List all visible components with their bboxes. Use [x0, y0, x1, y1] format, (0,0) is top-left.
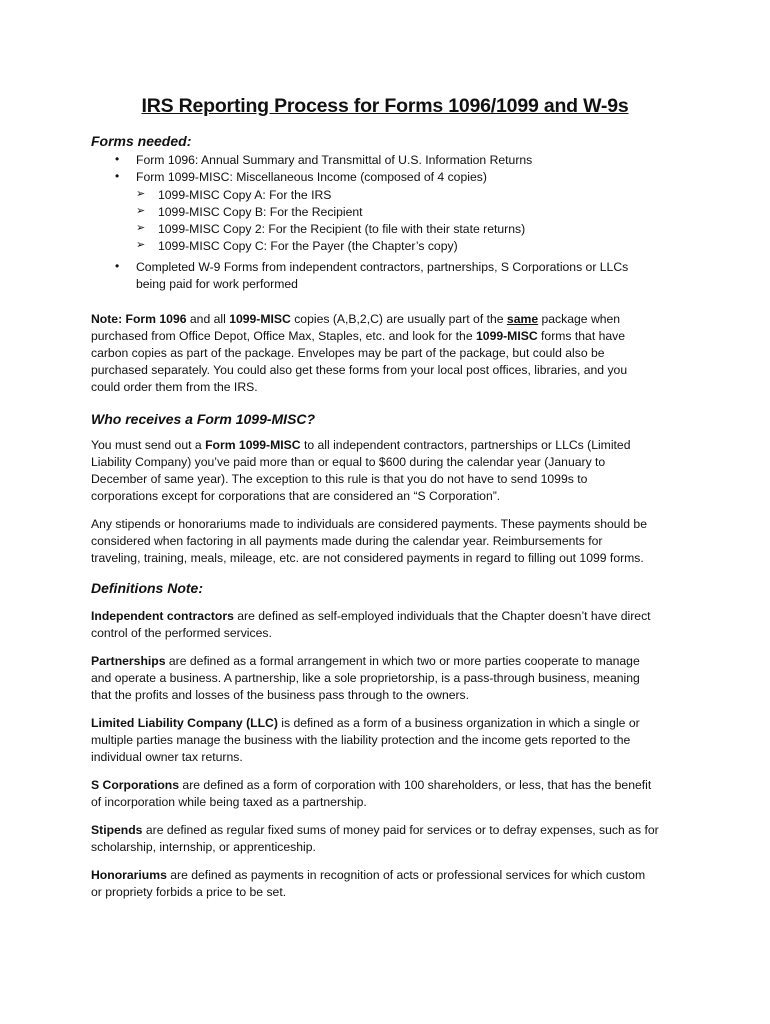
paragraph-line: Any stipends or honorariums made to individuals are considered payments. These payments should be — [91, 517, 647, 531]
note-paragraph-line: Note: Form 1096 and all 1099-MISC copies (A,B,2,C) are usually part of the same package when — [91, 312, 621, 326]
arrow-bullet-icon: ➢ — [136, 222, 146, 234]
definition-line: individual owner tax returns. — [91, 750, 243, 764]
definition-line: that the profits and losses of the business pass through to the owners. — [91, 688, 470, 702]
note-paragraph-line: purchased from Office Depot, Office Max, Staples, etc. and look for the 1099-MISC forms that have — [91, 329, 626, 343]
definition-line: Partnerships are defined as a formal arrangement in which two or more parties cooperate to manage — [91, 654, 640, 668]
note-paragraph-line: could order them from the IRS. — [91, 380, 258, 394]
definition-line: multiple parties manage the business with the liability protection and the income gets reported to the — [91, 733, 631, 747]
definition-line: Independent contractors are defined as self-employed individuals that the Chapter doesn’t have direct — [91, 609, 651, 623]
who-receives-heading: Who receives a Form 1099-MISC? — [91, 411, 316, 427]
list-item: Completed W-9 Forms from independent contractors, partnerships, S Corporations or LLCs — [136, 260, 629, 274]
arrow-bullet-icon: ➢ — [136, 205, 146, 217]
list-item: 1099-MISC Copy B: For the Recipient — [158, 205, 363, 219]
list-item: 1099-MISC Copy 2: For the Recipient (to file with their state returns) — [158, 222, 526, 236]
definition-line: scholarship, internship, or apprenticeship. — [91, 840, 316, 854]
paragraph-line: December of same year). The exception to this rule is that you do not have to send 1099s to — [91, 472, 588, 486]
list-item-continuation: being paid for work performed — [136, 277, 298, 291]
definition-line: Honorariums are defined as payments in recognition of acts or professional services for which custom — [91, 868, 646, 882]
definition-line: control of the performed services. — [91, 626, 272, 640]
bullet-icon: • — [115, 152, 120, 166]
arrow-bullet-icon: ➢ — [136, 188, 146, 200]
arrow-bullet-icon: ➢ — [136, 239, 146, 251]
definition-line: or propriety forbids a price to be set. — [91, 885, 287, 899]
paragraph-line: Liability Company) you’ve paid more than or equal to $600 during the calendar year (January to — [91, 455, 606, 469]
definition-line: Stipends are defined as regular fixed sums of money paid for services or to defray expenses, such as for — [91, 823, 659, 837]
paragraph-line: You must send out a Form 1099-MISC to all independent contractors, partnerships or LLCs (Limited — [91, 438, 631, 452]
paragraph-line: traveling, training, meals, mileage, etc. are not considered payments in regard to filling out 1099 forms. — [91, 551, 644, 565]
definition-line: S Corporations are defined as a form of corporation with 100 shareholders, or less, that has the benefit — [91, 778, 652, 792]
forms-needed-heading: Forms needed: — [91, 133, 192, 149]
definition-line: of incorporation while being taxed as a partnership. — [91, 795, 367, 809]
definition-line: Limited Liability Company (LLC) is defined as a form of a business organization in which a single or — [91, 716, 640, 730]
definitions-heading: Definitions Note: — [91, 580, 203, 596]
bullet-icon: • — [115, 259, 120, 273]
list-item: Form 1099-MISC: Miscellaneous Income (composed of 4 copies) — [136, 170, 487, 184]
bullet-icon: • — [115, 169, 120, 183]
note-paragraph-line: purchased separately. You could also get these forms from your local post offices, libraries, and you — [91, 363, 628, 377]
paragraph-line: corporations except for corporations that are considered an “S Corporation”. — [91, 489, 501, 503]
list-item: 1099-MISC Copy C: For the Payer (the Chapter’s copy) — [158, 239, 458, 253]
definition-line: and operate a business. A partnership, like a sole proprietorship, is a pass-through business, meaning — [91, 671, 640, 685]
paragraph-line: considered when factoring in all payments made during the calendar year. Reimbursements for — [91, 534, 603, 548]
page-title: IRS Reporting Process for Forms 1096/1099 and W-9s — [141, 95, 629, 117]
list-item: 1099-MISC Copy A: For the IRS — [158, 188, 332, 202]
list-item: Form 1096: Annual Summary and Transmittal of U.S. Information Returns — [136, 153, 533, 167]
note-paragraph-line: carbon copies as part of the package. Envelopes may be part of the package, but could also be — [91, 346, 605, 360]
